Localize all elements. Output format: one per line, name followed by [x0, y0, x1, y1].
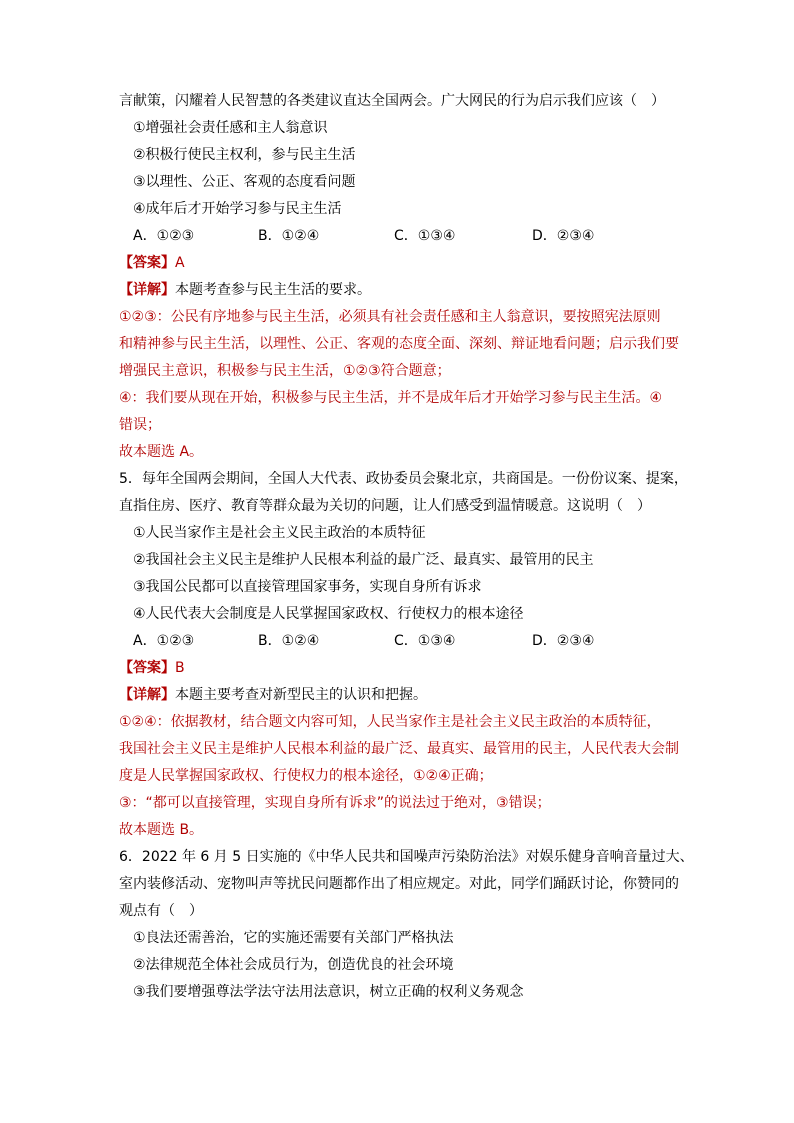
q4-detail-line-4: ④：我们要从现在开始，积极参与民主生活，并不是成年后才开始学习参与民主生活。④ [119, 390, 663, 406]
document-content [119, 88, 694, 1006]
q5-choice-a: A．①②③ [133, 633, 195, 649]
q4-choice-a: A．①②③ [133, 228, 195, 244]
q5-detail [119, 682, 679, 709]
q6-option-1: ①良法还需善治，它的实施还需要有关部门严格执法 [133, 930, 454, 946]
q4-answer [119, 250, 679, 277]
q4-detail [119, 277, 679, 304]
q5-option-3: ③我国公民都可以直接管理国家事务，实现自身所有诉求 [133, 579, 482, 595]
q4-option-2: ②积极行使民主权利，参与民主生活 [133, 147, 356, 163]
q5-stem-line-2: 直指住房、医疗、教育等群众最为关切的问题，让人们感受到温情暖意。这说明（ ） [119, 498, 651, 514]
q4-detail-line-5: 错误； [119, 417, 161, 433]
q5-choice-d: D．②③④ [532, 633, 595, 649]
q4-choice-c: C．①③④ [394, 228, 456, 244]
answer-value: B [175, 660, 185, 676]
q6-stem-line-2: 室内装修活动、宠物叫声等扰民问题都作出了相应规定。对此，同学们踊跃讨论，你赞同的 [119, 876, 679, 892]
answer-value: A [175, 255, 185, 271]
detail-intro: 本题主要考查对新型民主的认识和把握。 [175, 687, 427, 703]
q5-stem-line-1: 5．每年全国两会期间，全国人大代表、政协委员会聚北京，共商国是。一份份议案、提案， [119, 471, 688, 487]
q5-choice-c: C．①③④ [394, 633, 456, 649]
q4-stem: 言献策，闪耀着人民智慧的各类建议直达全国两会。广大网民的行为启示我们应该（ ） [119, 93, 665, 109]
q5-option-2: ②我国社会主义民主是维护人民根本利益的最广泛、最真实、最管用的民主 [133, 552, 594, 568]
q5-detail-line-4: ③：“都可以直接管理，实现自身所有诉求”的说法过于绝对，③错误； [119, 795, 551, 811]
q5-option-4: ④人民代表大会制度是人民掌握国家政权、行使权力的根本途径 [133, 606, 524, 622]
q6-option-3: ③我们要增强尊法学法守法用法意识，树立正确的权利义务观念 [133, 984, 524, 1000]
q5-choices [119, 628, 679, 655]
q4-option-4: ④成年后才开始学习参与民主生活 [133, 201, 342, 217]
q5-option-1: ①人民当家作主是社会主义民主政治的本质特征 [133, 525, 426, 541]
q6-option-2: ②法律规范全体社会成员行为，创造优良的社会环境 [133, 957, 454, 973]
answer-tag: 【答案】 [119, 255, 175, 271]
q4-conclusion: 故本题选 A。 [119, 444, 204, 460]
detail-intro: 本题考查参与民主生活的要求。 [175, 282, 371, 298]
q5-detail-line-3: 度是人民掌握国家政权、行使权力的根本途径，①②④正确； [119, 768, 493, 784]
detail-tag: 【详解】 [119, 687, 175, 703]
q5-answer [119, 655, 679, 682]
answer-tag: 【答案】 [119, 660, 175, 676]
q5-detail-line-2: 我国社会主义民主是维护人民根本利益的最广泛、最真实、最管用的民主，人民代表大会制 [119, 741, 679, 757]
q4-choices [119, 223, 679, 250]
q4-detail-line-2: 和精神参与民主生活，以理性、公正、客观的态度全面、深刻、辩证地看问题；启示我们要 [119, 336, 679, 352]
q4-choice-d: D．②③④ [532, 228, 595, 244]
q5-choice-b: B．①②④ [258, 633, 320, 649]
q6-stem-line-1: 6．2022 年 6 月 5 日实施的《中华人民共和国噪声污染防治法》对娱乐健身音响音量过大、 [119, 849, 694, 865]
q6-stem-line-3: 观点有（ ） [119, 903, 203, 919]
q4-option-3: ③以理性、公正、客观的态度看问题 [133, 174, 356, 190]
q4-detail-line-1: ①②③：公民有序地参与民主生活，必须具有社会责任感和主人翁意识，要按照宪法原则 [119, 309, 661, 325]
q4-option-1: ①增强社会责任感和主人翁意识 [133, 120, 328, 136]
q5-conclusion: 故本题选 B。 [119, 822, 204, 838]
q5-detail-line-1: ①②④：依据教材，结合题文内容可知，人民当家作主是社会主义民主政治的本质特征， [119, 714, 661, 730]
q4-detail-line-3: 增强民主意识，积极参与民主生活，①②③符合题意； [119, 363, 451, 379]
detail-tag: 【详解】 [119, 282, 175, 298]
q4-choice-b: B．①②④ [258, 228, 320, 244]
